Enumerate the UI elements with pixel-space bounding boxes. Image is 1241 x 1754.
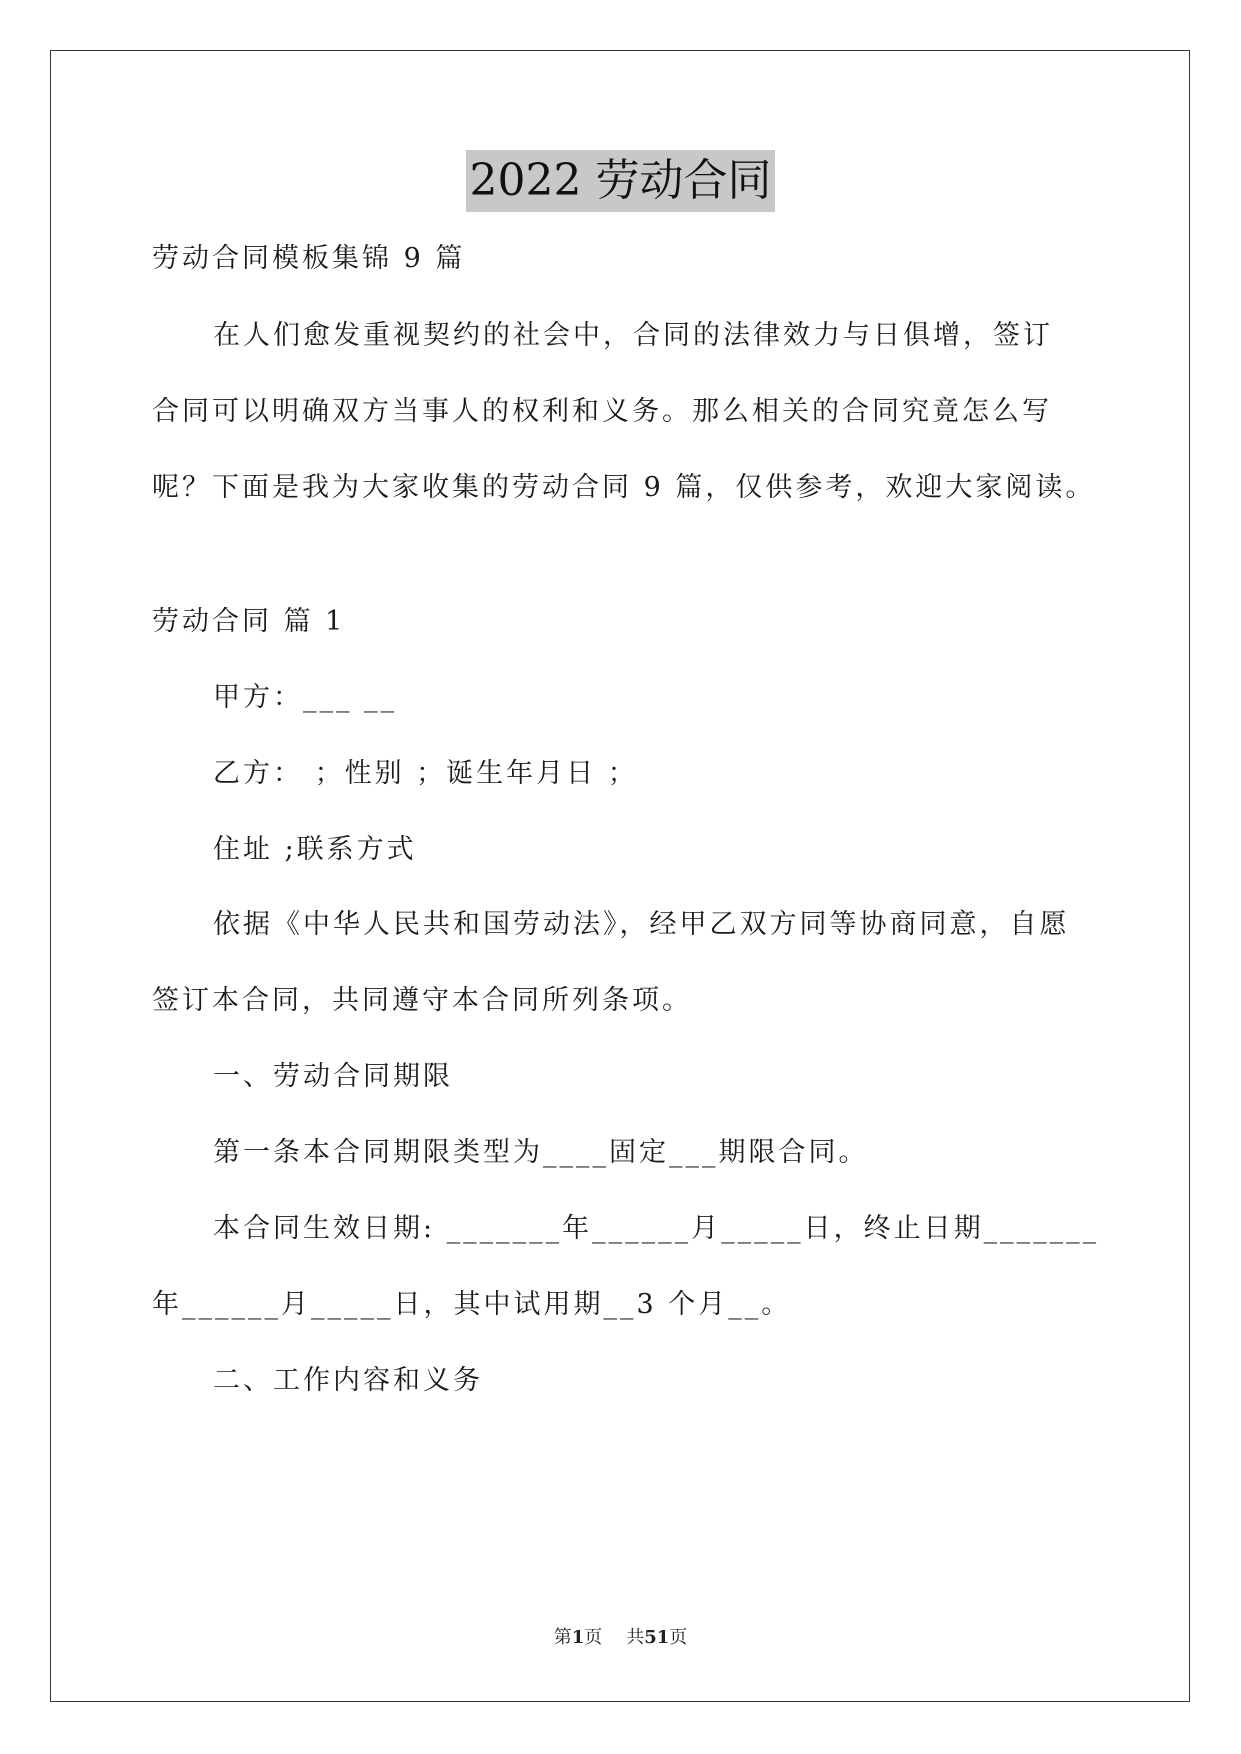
- document-title: 2022 劳动合同: [466, 150, 776, 212]
- clause-heading-2: 二、工作内容和义务: [213, 1365, 483, 1396]
- page-border: [50, 50, 1190, 1702]
- date-line-2: 年______月_____日，其中试用期__3 个月__。: [152, 1289, 792, 1320]
- footer-total-suffix: 页: [669, 1627, 688, 1648]
- party-a-line: 甲方：___ __: [213, 682, 398, 713]
- footer-page-number: 1: [571, 1627, 585, 1648]
- section-heading: 劳动合同 篇 1: [152, 606, 346, 637]
- clause-heading-1: 一、劳动合同期限: [213, 1061, 453, 1092]
- page-footer: [0, 1626, 1241, 1650]
- clause-line-1: 第一条本合同期限类型为____固定___期限合同。: [213, 1137, 869, 1168]
- intro-line-1: 在人们愈发重视契约的社会中，合同的法律效力与日俱增，签订: [213, 320, 1053, 351]
- footer-total-prefix: 共: [626, 1627, 645, 1648]
- subtitle-line: 劳动合同模板集锦 9 篇: [152, 243, 466, 274]
- intro-line-2: 合同可以明确双方当事人的权利和义务。那么相关的合同究竟怎么写: [152, 396, 1052, 427]
- date-line-1: 本合同生效日期: _______年______月_____日，终止日期_______: [213, 1213, 1100, 1244]
- footer-page-suffix: 页: [584, 1627, 603, 1648]
- title-container: [0, 150, 1241, 212]
- party-b-line: 乙方： ；性别 ；诞生年月日 ；: [213, 758, 638, 789]
- footer-prefix: 第: [553, 1627, 572, 1648]
- basis-line-1: 依据《中华人民共和国劳动法》，经甲乙双方同等协商同意，自愿: [213, 909, 1070, 940]
- address-line: 住址 ;联系方式: [213, 834, 417, 865]
- basis-line-2: 签订本合同，共同遵守本合同所列条项。: [152, 985, 692, 1016]
- intro-line-3: 呢？下面是我为大家收集的劳动合同 9 篇，仅供参考，欢迎大家阅读。: [152, 472, 1096, 503]
- footer-total-pages: 51: [644, 1627, 670, 1648]
